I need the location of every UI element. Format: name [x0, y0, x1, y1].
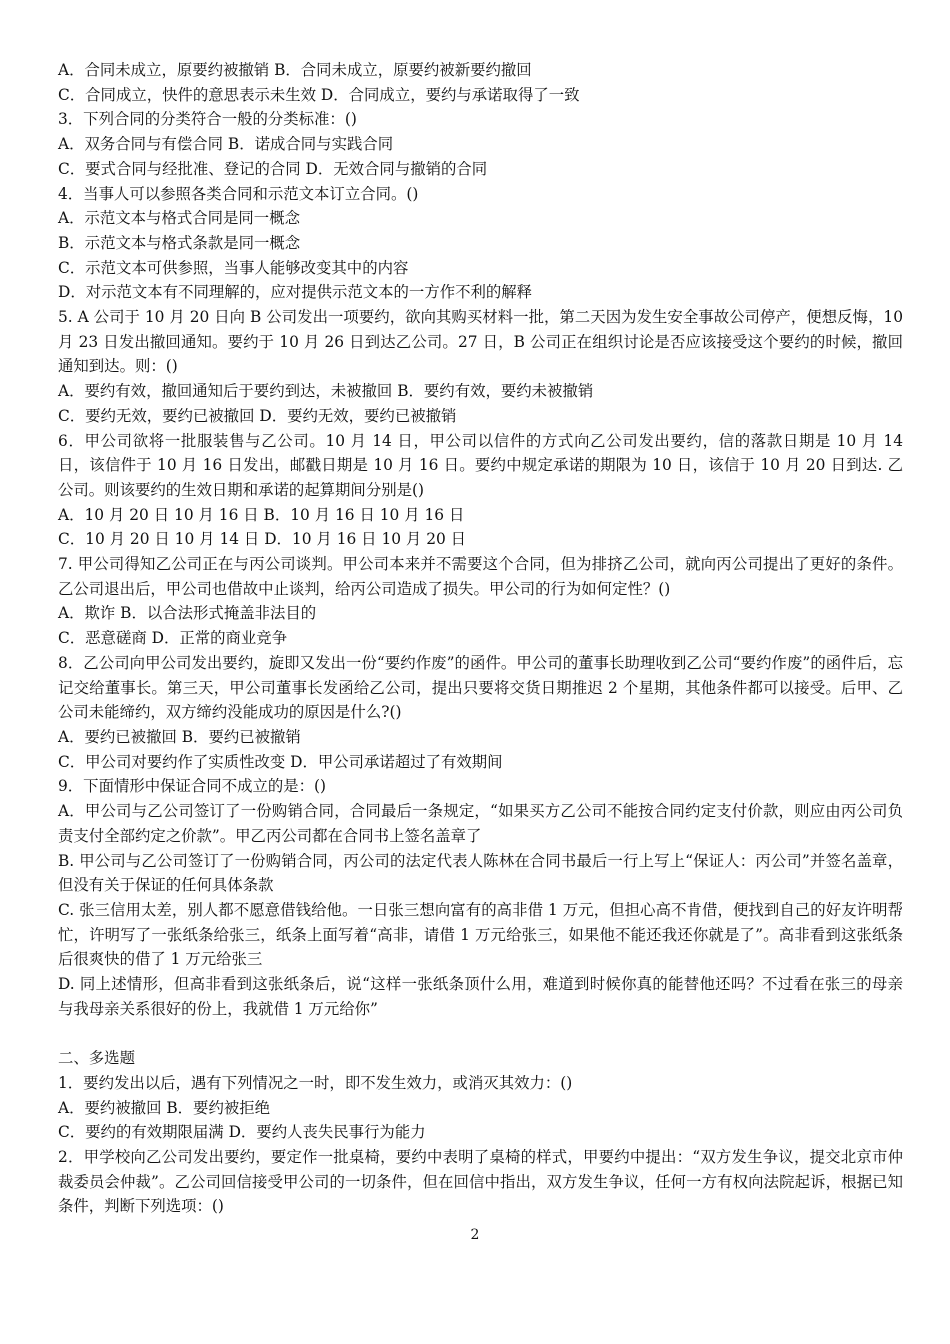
page-number: 2: [470, 1227, 480, 1243]
q4-option-d: D．对示范文本有不同理解的，应对提供示范文本的一方作不利的解释: [58, 283, 533, 302]
q4-stem: 4．当事人可以参照各类合同和示范文本订立合同。(): [58, 184, 419, 203]
section-spacer: [58, 1021, 903, 1046]
q7-stem: 7. 甲公司得知乙公司正在与丙公司谈判。甲公司本来并不需要这个合同，但为排挤乙公司，就向丙公司提出了更好的条件。乙公司退出后，甲公司也借故中止谈判，给丙公司造成了损失。甲公司的行为如何定性？(): [58, 555, 903, 598]
q6-stem: 6．甲公司欲将一批服装售与乙公司。10 月 14 日，甲公司以信件的方式向乙公司发出要约，信的落款日期是 10 月 14 日，该信件于 10 月 16 日发出，邮戳日期是 10 月 16 日。要约中规定承诺的期限为 10 日，该信于 10 月 20 日到达. 乙公司。则该要约的生效日期和承诺的起算期间分别是(): [58, 431, 903, 499]
q7-option-ab: A．欺诈 B．以合法形式掩盖非法目的: [58, 604, 317, 623]
q3-option-ab: A．双务合同与有偿合同 B．诺成合同与实践合同: [58, 135, 394, 154]
q4-option-b: B．示范文本与格式条款是同一概念: [58, 233, 301, 252]
q3-stem: 3．下列合同的分类符合一般的分类标准：(): [58, 110, 357, 129]
q9-option-b: B. 甲公司与乙公司签订了一份购销合同，丙公司的法定代表人陈林在合同书最后一行上写上“保证人：丙公司”并签名盖章，但没有关于保证的任何具体条款: [58, 851, 903, 895]
m1-option-ab: A．要约被撤回 B．要约被拒绝: [58, 1098, 271, 1117]
q3-option-cd: C．要式合同与经批准、登记的合同 D．无效合同与撤销的合同: [58, 159, 488, 178]
q9-option-d: D. 同上述情形，但高非看到这张纸条后，说“这样一张纸条顶什么用，难道到时候你真的能替他还吗？不过看在张三的母亲与我母亲关系很好的份上，我就借 1 万元给你”: [58, 975, 903, 1018]
q8-stem: 8．乙公司向甲公司发出要约，旋即又发出一份“要约作废”的函件。甲公司的董事长助理收到乙公司“要约作废”的函件后，忘记交给董事长。第三天，甲公司董事长发函给乙公司，提出只要将交货日期推迟 2 个星期，其他条件都可以接受。后甲、乙公司未能缔约，双方缔约没能成功的原因是什么?(): [58, 653, 903, 722]
q4-option-a: A．示范文本与格式合同是同一概念: [58, 209, 300, 228]
q4-option-c: C．示范文本可供参照，当事人能够改变其中的内容: [58, 258, 409, 277]
q9-option-a: A．甲公司与乙公司签订了一份购销合同，合同最后一条规定，“如果买方乙公司不能按合同约定支付价款，则应由丙公司负责支付全部约定之价款”。甲乙丙公司都在合同书上签名盖章了: [58, 802, 903, 845]
q5-stem: 5. A 公司于 10 月 20 日向 B 公司发出一项要约，欲向其购买材料一批，第二天因为发生安全事故公司停产，便想反悔，10 月 23 日发出撤回通知。要约于 10 月 26 日到达乙公司。27 日，B 公司正在组织讨论是否应该接受这个要约的时候，撤回通知到达。则：(): [58, 308, 903, 376]
q9-stem: 9．下面情形中保证合同不成立的是：(): [58, 777, 327, 796]
q5-option-cd: C．要约无效，要约已被撤回 D．要约无效，要约已被撤销: [58, 406, 457, 425]
q7-option-cd: C．恶意磋商 D．正常的商业竞争: [58, 629, 288, 648]
q6-option-ab: A．10 月 20 日 10 月 16 日 B．10 月 16 日 10 月 16 日: [58, 505, 465, 524]
q2-option-cd: C．合同成立，快件的意思表示未生效 D．合同成立，要约与承诺取得了一致: [58, 85, 580, 104]
m2-stem: 2．甲学校向乙公司发出要约，要定作一批桌椅，要约中表明了桌椅的样式，甲要约中提出：“双方发生争议，提交北京市仲裁委员会仲裁”。乙公司回信接受甲公司的一切条件，但在回信中指出，双方发生争议，任何一方有权向法院起诉，根据已知条件，判断下列选项：(): [58, 1147, 903, 1216]
q8-option-cd: C．甲公司对要约作了实质性改变 D．甲公司承诺超过了有效期间: [58, 752, 503, 771]
q5-option-ab: A．要约有效，撤回通知后于要约到达，未被撤回 B．要约有效，要约未被撤销: [58, 382, 594, 401]
document-page: [58, 58, 903, 1219]
q8-option-ab: A．要约已被撤回 B．要约已被撤销: [58, 727, 301, 746]
m1-option-cd: C．要约的有效期限届满 D．要约人丧失民事行为能力: [58, 1123, 426, 1142]
q2-option-ab: A．合同未成立，原要约被撤销 B．合同未成立，原要约被新要约撤回: [58, 61, 532, 79]
section-title-multiple-choice: 二、多选题: [58, 1049, 135, 1068]
q6-option-cd: C．10 月 20 日 10 月 14 日 D．10 月 16 日 10 月 20 日: [58, 530, 467, 549]
m1-stem: 1．要约发出以后，遇有下列情况之一时，即不发生效力，或消灭其效力：(): [58, 1073, 573, 1092]
q9-option-c: C. 张三信用太差，别人都不愿意借钱给他。一日张三想向富有的高非借 1 万元，但担心高不肯借，便找到自己的好友许明帮忙，许明写了一张纸条给张三，纸条上面写着“高非，请借 1 万元给张三，如果他不能还我还你就是了”。高非看到这张纸条后很爽快的借了 1 万元给张三: [58, 900, 903, 969]
